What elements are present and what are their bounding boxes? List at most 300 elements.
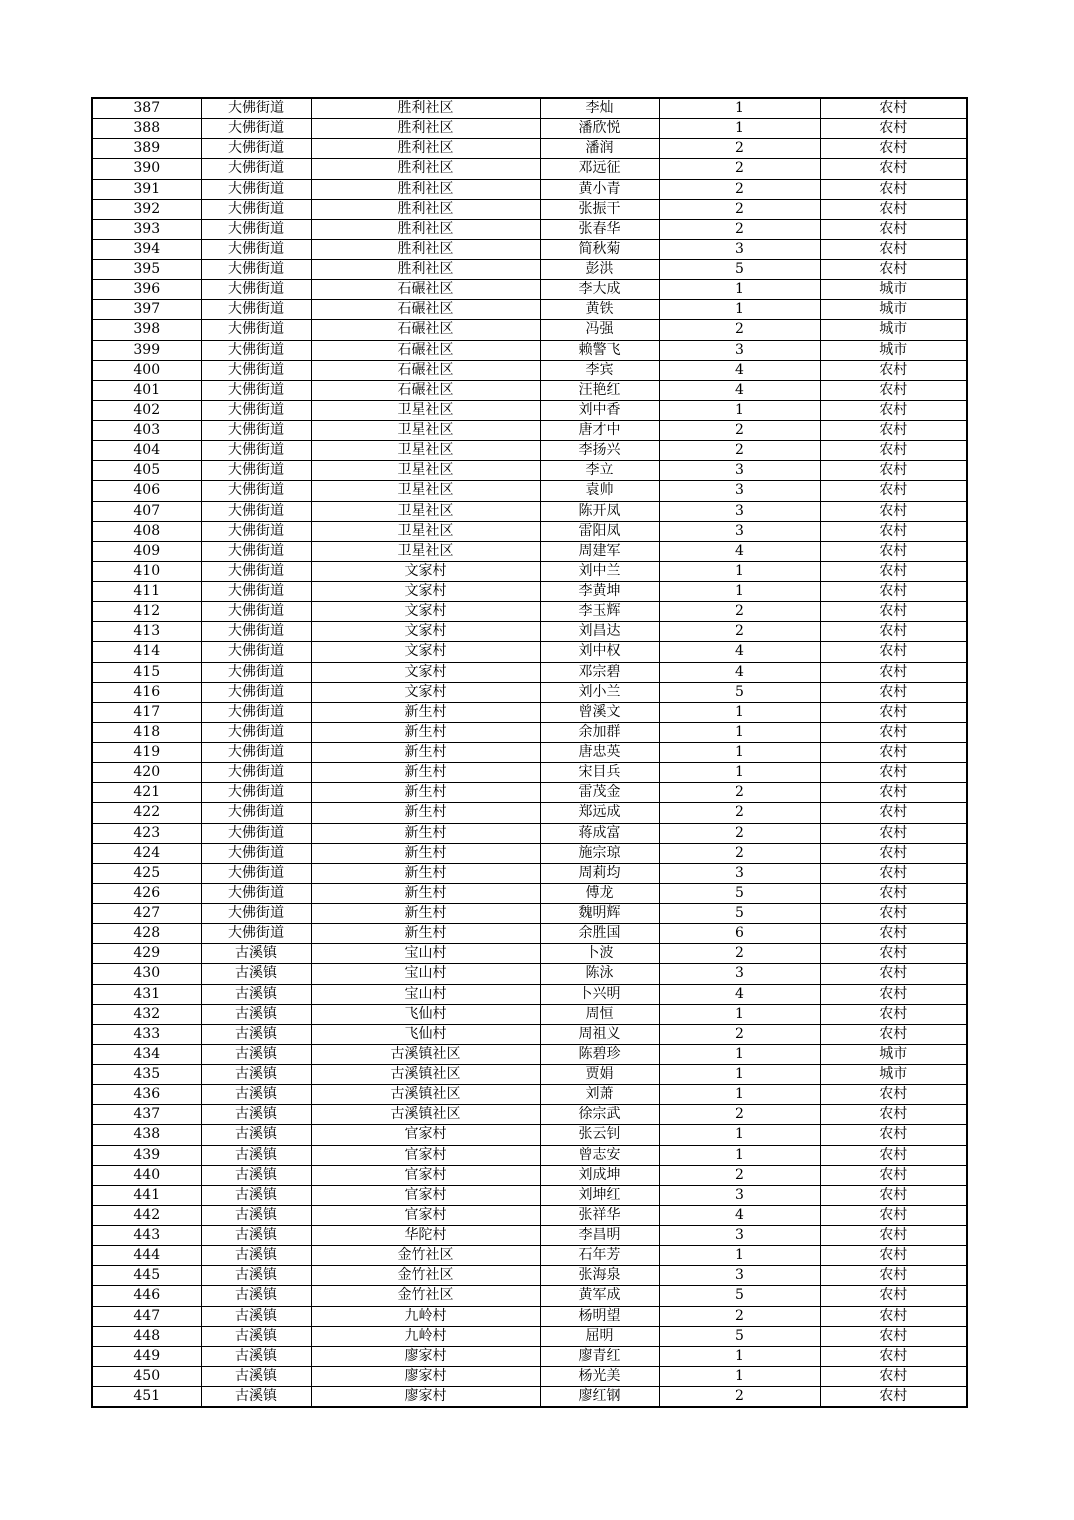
- type-cell: 农村: [820, 602, 967, 622]
- row-number-cell: 435: [92, 1065, 201, 1085]
- table-row: [92, 1145, 967, 1165]
- table-row: [92, 541, 967, 561]
- count-cell: 4: [659, 541, 820, 561]
- count-cell: 1: [659, 1065, 820, 1085]
- street-town-cell: 大佛街道: [201, 501, 311, 521]
- row-number-cell: 412: [92, 602, 201, 622]
- street-town-cell: 大佛街道: [201, 763, 311, 783]
- type-cell: 农村: [820, 1004, 967, 1024]
- name-cell: 黄小青: [540, 179, 659, 199]
- type-cell: 农村: [820, 400, 967, 420]
- type-cell: 农村: [820, 159, 967, 179]
- table-row: [92, 1387, 967, 1408]
- table-row: [92, 924, 967, 944]
- community-cell: 石碾社区: [311, 280, 540, 300]
- name-cell: 袁帅: [540, 481, 659, 501]
- street-town-cell: 大佛街道: [201, 219, 311, 239]
- name-cell: 陈碧珍: [540, 1044, 659, 1064]
- type-cell: 农村: [820, 783, 967, 803]
- table-row: [92, 98, 967, 119]
- row-number-cell: 429: [92, 944, 201, 964]
- community-cell: 卫星社区: [311, 501, 540, 521]
- row-number-cell: 450: [92, 1366, 201, 1386]
- table-row: [92, 823, 967, 843]
- row-number-cell: 433: [92, 1024, 201, 1044]
- community-cell: 文家村: [311, 682, 540, 702]
- name-cell: 刘萧: [540, 1085, 659, 1105]
- row-number-cell: 388: [92, 119, 201, 139]
- row-number-cell: 438: [92, 1125, 201, 1145]
- table-row: [92, 400, 967, 420]
- row-number-cell: 446: [92, 1286, 201, 1306]
- row-number-cell: 387: [92, 98, 201, 119]
- table-row: [92, 1205, 967, 1225]
- count-cell: 1: [659, 1125, 820, 1145]
- count-cell: 1: [659, 722, 820, 742]
- street-town-cell: 古溪镇: [201, 1306, 311, 1326]
- row-number-cell: 443: [92, 1226, 201, 1246]
- community-cell: 文家村: [311, 642, 540, 662]
- table-row: [92, 1266, 967, 1286]
- row-number-cell: 447: [92, 1306, 201, 1326]
- count-cell: 4: [659, 1205, 820, 1225]
- name-cell: 黄铁: [540, 300, 659, 320]
- row-number-cell: 426: [92, 883, 201, 903]
- community-cell: 胜利社区: [311, 159, 540, 179]
- community-cell: 卫星社区: [311, 481, 540, 501]
- community-cell: 文家村: [311, 662, 540, 682]
- row-number-cell: 395: [92, 260, 201, 280]
- table-row: [92, 360, 967, 380]
- name-cell: 张振干: [540, 199, 659, 219]
- count-cell: 2: [659, 843, 820, 863]
- table-row: [92, 441, 967, 461]
- type-cell: 农村: [820, 1125, 967, 1145]
- count-cell: 1: [659, 1346, 820, 1366]
- street-town-cell: 古溪镇: [201, 984, 311, 1004]
- community-cell: 新生村: [311, 863, 540, 883]
- row-number-cell: 423: [92, 823, 201, 843]
- street-town-cell: 古溪镇: [201, 1125, 311, 1145]
- street-town-cell: 大佛街道: [201, 320, 311, 340]
- row-number-cell: 404: [92, 441, 201, 461]
- table-row: [92, 702, 967, 722]
- table-row: [92, 582, 967, 602]
- street-town-cell: 古溪镇: [201, 1266, 311, 1286]
- street-town-cell: 古溪镇: [201, 944, 311, 964]
- community-cell: 文家村: [311, 602, 540, 622]
- table-row: [92, 863, 967, 883]
- type-cell: 农村: [820, 1105, 967, 1125]
- street-town-cell: 大佛街道: [201, 702, 311, 722]
- type-cell: 农村: [820, 501, 967, 521]
- street-town-cell: 大佛街道: [201, 421, 311, 441]
- name-cell: 李黄坤: [540, 582, 659, 602]
- community-cell: 石碾社区: [311, 360, 540, 380]
- count-cell: 2: [659, 179, 820, 199]
- street-town-cell: 古溪镇: [201, 1065, 311, 1085]
- row-number-cell: 440: [92, 1165, 201, 1185]
- street-town-cell: 大佛街道: [201, 582, 311, 602]
- table-row: [92, 1326, 967, 1346]
- street-town-cell: 古溪镇: [201, 1105, 311, 1125]
- row-number-cell: 398: [92, 320, 201, 340]
- name-cell: 唐忠英: [540, 743, 659, 763]
- type-cell: 农村: [820, 1306, 967, 1326]
- row-number-cell: 410: [92, 561, 201, 581]
- name-cell: 石年芳: [540, 1246, 659, 1266]
- type-cell: 城市: [820, 300, 967, 320]
- table-row: [92, 481, 967, 501]
- table-row: [92, 662, 967, 682]
- count-cell: 2: [659, 823, 820, 843]
- name-cell: 刘成坤: [540, 1165, 659, 1185]
- count-cell: 3: [659, 1185, 820, 1205]
- name-cell: 张春华: [540, 219, 659, 239]
- row-number-cell: 409: [92, 541, 201, 561]
- table-row: [92, 642, 967, 662]
- type-cell: 农村: [820, 702, 967, 722]
- name-cell: 卜波: [540, 944, 659, 964]
- name-cell: 屈明: [540, 1326, 659, 1346]
- type-cell: 农村: [820, 421, 967, 441]
- row-number-cell: 393: [92, 219, 201, 239]
- community-cell: 卫星社区: [311, 441, 540, 461]
- street-town-cell: 古溪镇: [201, 1165, 311, 1185]
- type-cell: 农村: [820, 239, 967, 259]
- street-town-cell: 古溪镇: [201, 964, 311, 984]
- row-number-cell: 441: [92, 1185, 201, 1205]
- community-cell: 石碾社区: [311, 380, 540, 400]
- type-cell: 农村: [820, 199, 967, 219]
- name-cell: 卜兴明: [540, 984, 659, 1004]
- row-number-cell: 401: [92, 380, 201, 400]
- type-cell: 农村: [820, 119, 967, 139]
- name-cell: 李灿: [540, 98, 659, 119]
- row-number-cell: 389: [92, 139, 201, 159]
- type-cell: 城市: [820, 1065, 967, 1085]
- count-cell: 1: [659, 561, 820, 581]
- type-cell: 农村: [820, 219, 967, 239]
- row-number-cell: 397: [92, 300, 201, 320]
- street-town-cell: 古溪镇: [201, 1246, 311, 1266]
- count-cell: 4: [659, 380, 820, 400]
- type-cell: 农村: [820, 823, 967, 843]
- table-row: [92, 260, 967, 280]
- count-cell: 3: [659, 501, 820, 521]
- street-town-cell: 大佛街道: [201, 280, 311, 300]
- type-cell: 农村: [820, 883, 967, 903]
- name-cell: 徐宗武: [540, 1105, 659, 1125]
- community-cell: 文家村: [311, 622, 540, 642]
- name-cell: 余胜国: [540, 924, 659, 944]
- count-cell: 2: [659, 421, 820, 441]
- table-row: [92, 139, 967, 159]
- table-row: [92, 119, 967, 139]
- street-town-cell: 大佛街道: [201, 783, 311, 803]
- type-cell: 城市: [820, 320, 967, 340]
- table-row: [92, 743, 967, 763]
- name-cell: 李昌明: [540, 1226, 659, 1246]
- community-cell: 胜利社区: [311, 139, 540, 159]
- community-cell: 胜利社区: [311, 239, 540, 259]
- count-cell: 5: [659, 1286, 820, 1306]
- name-cell: 李扬兴: [540, 441, 659, 461]
- type-cell: 农村: [820, 139, 967, 159]
- name-cell: 杨光美: [540, 1366, 659, 1386]
- street-town-cell: 大佛街道: [201, 541, 311, 561]
- table-row: [92, 199, 967, 219]
- count-cell: 2: [659, 1024, 820, 1044]
- table-row: [92, 380, 967, 400]
- count-cell: 3: [659, 481, 820, 501]
- type-cell: 农村: [820, 1085, 967, 1105]
- street-town-cell: 大佛街道: [201, 179, 311, 199]
- name-cell: 周莉均: [540, 863, 659, 883]
- table-row: [92, 622, 967, 642]
- community-cell: 胜利社区: [311, 219, 540, 239]
- row-number-cell: 406: [92, 481, 201, 501]
- name-cell: 汪艳红: [540, 380, 659, 400]
- community-cell: 胜利社区: [311, 179, 540, 199]
- type-cell: 农村: [820, 1387, 967, 1408]
- count-cell: 1: [659, 1145, 820, 1165]
- name-cell: 刘坤红: [540, 1185, 659, 1205]
- community-cell: 古溪镇社区: [311, 1065, 540, 1085]
- row-number-cell: 425: [92, 863, 201, 883]
- count-cell: 2: [659, 803, 820, 823]
- row-number-cell: 413: [92, 622, 201, 642]
- type-cell: 农村: [820, 743, 967, 763]
- type-cell: 农村: [820, 521, 967, 541]
- row-number-cell: 432: [92, 1004, 201, 1024]
- name-cell: 刘中权: [540, 642, 659, 662]
- row-number-cell: 414: [92, 642, 201, 662]
- name-cell: 施宗琼: [540, 843, 659, 863]
- community-cell: 古溪镇社区: [311, 1044, 540, 1064]
- type-cell: 农村: [820, 461, 967, 481]
- count-cell: 2: [659, 622, 820, 642]
- count-cell: 3: [659, 863, 820, 883]
- name-cell: 傅龙: [540, 883, 659, 903]
- community-cell: 官家村: [311, 1125, 540, 1145]
- count-cell: 1: [659, 98, 820, 119]
- table-row: [92, 783, 967, 803]
- table-row: [92, 1226, 967, 1246]
- count-cell: 2: [659, 199, 820, 219]
- community-cell: 卫星社区: [311, 461, 540, 481]
- community-cell: 华陀村: [311, 1226, 540, 1246]
- count-cell: 1: [659, 1004, 820, 1024]
- table-row: [92, 984, 967, 1004]
- row-number-cell: 418: [92, 722, 201, 742]
- row-number-cell: 416: [92, 682, 201, 702]
- name-cell: 赖警飞: [540, 340, 659, 360]
- street-town-cell: 大佛街道: [201, 622, 311, 642]
- street-town-cell: 古溪镇: [201, 1085, 311, 1105]
- name-cell: 李立: [540, 461, 659, 481]
- type-cell: 农村: [820, 642, 967, 662]
- street-town-cell: 古溪镇: [201, 1286, 311, 1306]
- street-town-cell: 大佛街道: [201, 400, 311, 420]
- type-cell: 城市: [820, 1044, 967, 1064]
- row-number-cell: 394: [92, 239, 201, 259]
- name-cell: 潘欣悦: [540, 119, 659, 139]
- type-cell: 农村: [820, 863, 967, 883]
- count-cell: 1: [659, 280, 820, 300]
- name-cell: 李玉辉: [540, 602, 659, 622]
- table-row: [92, 904, 967, 924]
- community-cell: 新生村: [311, 763, 540, 783]
- community-cell: 文家村: [311, 561, 540, 581]
- name-cell: 周恒: [540, 1004, 659, 1024]
- count-cell: 3: [659, 521, 820, 541]
- name-cell: 廖青红: [540, 1346, 659, 1366]
- community-cell: 新生村: [311, 823, 540, 843]
- name-cell: 黄军成: [540, 1286, 659, 1306]
- name-cell: 郑远成: [540, 803, 659, 823]
- community-cell: 官家村: [311, 1205, 540, 1225]
- row-number-cell: 419: [92, 743, 201, 763]
- table-row: [92, 1125, 967, 1145]
- count-cell: 2: [659, 159, 820, 179]
- type-cell: 农村: [820, 1346, 967, 1366]
- row-number-cell: 407: [92, 501, 201, 521]
- type-cell: 农村: [820, 1024, 967, 1044]
- community-cell: 金竹社区: [311, 1286, 540, 1306]
- count-cell: 4: [659, 984, 820, 1004]
- row-number-cell: 436: [92, 1085, 201, 1105]
- row-number-cell: 437: [92, 1105, 201, 1125]
- type-cell: 农村: [820, 944, 967, 964]
- street-town-cell: 大佛街道: [201, 340, 311, 360]
- street-town-cell: 大佛街道: [201, 521, 311, 541]
- name-cell: 冯强: [540, 320, 659, 340]
- name-cell: 刘昌达: [540, 622, 659, 642]
- count-cell: 2: [659, 1306, 820, 1326]
- name-cell: 张海泉: [540, 1266, 659, 1286]
- table-row: [92, 320, 967, 340]
- community-cell: 飞仙村: [311, 1004, 540, 1024]
- name-cell: 邓远征: [540, 159, 659, 179]
- count-cell: 1: [659, 702, 820, 722]
- street-town-cell: 大佛街道: [201, 139, 311, 159]
- street-town-cell: 大佛街道: [201, 642, 311, 662]
- count-cell: 4: [659, 662, 820, 682]
- community-cell: 石碾社区: [311, 300, 540, 320]
- type-cell: 农村: [820, 561, 967, 581]
- row-number-cell: 417: [92, 702, 201, 722]
- table-row: [92, 521, 967, 541]
- street-town-cell: 大佛街道: [201, 743, 311, 763]
- community-cell: 文家村: [311, 582, 540, 602]
- street-town-cell: 古溪镇: [201, 1044, 311, 1064]
- community-cell: 卫星社区: [311, 421, 540, 441]
- count-cell: 3: [659, 340, 820, 360]
- row-number-cell: 421: [92, 783, 201, 803]
- name-cell: 刘小兰: [540, 682, 659, 702]
- count-cell: 2: [659, 441, 820, 461]
- count-cell: 1: [659, 1085, 820, 1105]
- community-cell: 新生村: [311, 743, 540, 763]
- name-cell: 邓宗碧: [540, 662, 659, 682]
- name-cell: 张云钊: [540, 1125, 659, 1145]
- street-town-cell: 大佛街道: [201, 441, 311, 461]
- street-town-cell: 古溪镇: [201, 1346, 311, 1366]
- name-cell: 李宾: [540, 360, 659, 380]
- community-cell: 金竹社区: [311, 1246, 540, 1266]
- community-cell: 九岭村: [311, 1326, 540, 1346]
- street-town-cell: 大佛街道: [201, 360, 311, 380]
- table-row: [92, 722, 967, 742]
- street-town-cell: 古溪镇: [201, 1387, 311, 1408]
- type-cell: 农村: [820, 984, 967, 1004]
- community-cell: 新生村: [311, 883, 540, 903]
- name-cell: 简秋菊: [540, 239, 659, 259]
- street-town-cell: 大佛街道: [201, 260, 311, 280]
- community-cell: 新生村: [311, 904, 540, 924]
- community-cell: 卫星社区: [311, 400, 540, 420]
- count-cell: 1: [659, 119, 820, 139]
- name-cell: 张祥华: [540, 1205, 659, 1225]
- type-cell: 农村: [820, 924, 967, 944]
- name-cell: 陈开凤: [540, 501, 659, 521]
- name-cell: 刘中香: [540, 400, 659, 420]
- type-cell: 农村: [820, 1286, 967, 1306]
- table-row: [92, 1165, 967, 1185]
- name-cell: 廖红钢: [540, 1387, 659, 1408]
- row-number-cell: 420: [92, 763, 201, 783]
- row-number-cell: 428: [92, 924, 201, 944]
- street-town-cell: 古溪镇: [201, 1004, 311, 1024]
- count-cell: 3: [659, 1266, 820, 1286]
- name-cell: 周祖义: [540, 1024, 659, 1044]
- type-cell: 农村: [820, 964, 967, 984]
- count-cell: 5: [659, 260, 820, 280]
- community-cell: 廖家村: [311, 1346, 540, 1366]
- street-town-cell: 大佛街道: [201, 300, 311, 320]
- row-number-cell: 405: [92, 461, 201, 481]
- table-row: [92, 1044, 967, 1064]
- table-row: [92, 340, 967, 360]
- table-row: [92, 1306, 967, 1326]
- street-town-cell: 古溪镇: [201, 1205, 311, 1225]
- type-cell: 农村: [820, 260, 967, 280]
- table-row: [92, 883, 967, 903]
- count-cell: 2: [659, 1165, 820, 1185]
- count-cell: 6: [659, 924, 820, 944]
- row-number-cell: 442: [92, 1205, 201, 1225]
- community-cell: 古溪镇社区: [311, 1105, 540, 1125]
- name-cell: 唐才中: [540, 421, 659, 441]
- street-town-cell: 大佛街道: [201, 239, 311, 259]
- community-cell: 廖家村: [311, 1387, 540, 1408]
- name-cell: 刘中兰: [540, 561, 659, 581]
- count-cell: 1: [659, 582, 820, 602]
- table-row: [92, 179, 967, 199]
- table-row: [92, 1185, 967, 1205]
- street-town-cell: 大佛街道: [201, 823, 311, 843]
- community-cell: 胜利社区: [311, 119, 540, 139]
- row-number-cell: 392: [92, 199, 201, 219]
- type-cell: 农村: [820, 441, 967, 461]
- count-cell: 4: [659, 642, 820, 662]
- name-cell: 贾娟: [540, 1065, 659, 1085]
- community-cell: 卫星社区: [311, 541, 540, 561]
- row-number-cell: 424: [92, 843, 201, 863]
- street-town-cell: 大佛街道: [201, 199, 311, 219]
- name-cell: 曾志安: [540, 1145, 659, 1165]
